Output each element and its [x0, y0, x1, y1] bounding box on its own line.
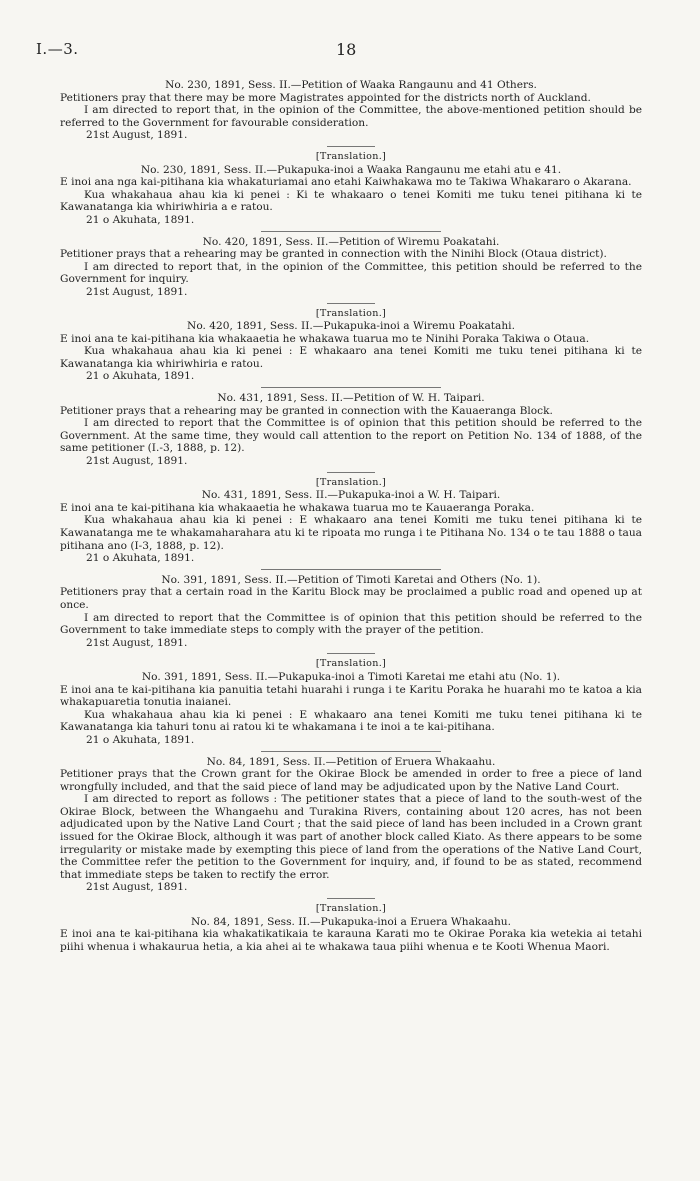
report-date: 21st August, 1891.: [86, 636, 188, 649]
report-date: 21st August, 1891.: [86, 455, 188, 468]
translation-paragraph: Kua whakahaua ahau kia ki penei : E whakaaro ana tenei Komiti me tuku tenei pitihana ki te Kawanatanga kia tahuri tonu ai ratou ki te whakamana i te inoi a te kai-pitihana.: [60, 708, 642, 734]
petition-section: [60, 569, 642, 747]
petition-heading: No. 391, 1891, Sess. II.—Petition of Timoti Karetai and Others (No. 1).: [161, 573, 541, 586]
petition-paragraph: Petitioners pray that there may be more Magistrates appointed for the districts north of Auckland.: [60, 91, 591, 104]
translation-paragraph: Kua whakahaua ahau kia ki penei : E whakaaro ana tenei Komiti me tuku tenei pitihana ki te Kawanatanga me te whakamaharahara atu ki te ripoata mo runga i te Pitihana No. 134 o te tau 1888 o taua pitihana ano (I-3, 1888, p. 12).: [60, 514, 642, 552]
date-rule: [327, 303, 375, 304]
date-rule: [327, 146, 375, 147]
translation-label: [Translation.]: [315, 658, 387, 670]
petition-section: [60, 751, 642, 954]
document-body: [60, 79, 642, 953]
document-reference: I.—3.: [36, 40, 79, 58]
report-date: 21st August, 1891.: [86, 881, 188, 894]
translation-heading: No. 420, 1891, Sess. II.—Pukapuka-inoi a Wiremu Poakatahi.: [187, 320, 515, 333]
translation-label: [Translation.]: [315, 150, 387, 162]
report-date: 21st August, 1891.: [86, 285, 188, 298]
petition-paragraph: Petitioner prays that the Crown grant for the Okirae Block be amended in order to free a piece of land wrongfully included, and that the said piece of land may be adjudicated upon by the Native Land Court.: [60, 768, 642, 793]
petition-heading: No. 420, 1891, Sess. II.—Petition of Wiremu Poakatahi.: [202, 235, 500, 248]
translation-paragraph: E inoi ana te kai-pitihana kia whakatikatikaia te karauna Karati mo te Okirae Poraka kia wetekia ai tetahi piihi whenua i whakaurua hetia, a kia ahei ai te whakawa taua piihi whenua e te Kooti Whenua Maori.: [60, 928, 642, 953]
page-header: [36, 40, 642, 64]
translation-paragraph: E inoi ana te kai-pitihana kia whakaaetia he whakawa tuarua mo te Kauaeranga Poraka.: [60, 501, 535, 514]
petition-paragraph: Petitioners pray that a certain road in the Karitu Block may be proclaimed a public road and opened up at once.: [60, 586, 642, 611]
translation-heading: No. 84, 1891, Sess. II.—Pukapuka-inoi a Eruera Whakaahu.: [191, 915, 511, 928]
translation-paragraph: E inoi ana nga kai-pitihana kia whakaturiamai ano etahi Kaiwhakawa mo te Takiwa Whakararo o Akarana.: [60, 176, 632, 189]
section-divider: [261, 387, 441, 388]
translation-heading: No. 230, 1891, Sess. II.—Pukapuka-inoi a Waaka Rangaunu me etahi atu e 41.: [140, 163, 562, 176]
petition-paragraph: Petitioner prays that a rehearing may be granted in connection with the Ninihi Block (Otaua district).: [60, 248, 607, 261]
petition-section: [60, 387, 642, 565]
petition-section: [60, 231, 642, 384]
translation-date: 21 o Akuhata, 1891.: [86, 213, 195, 226]
date-rule: [327, 653, 375, 654]
petition-section: [60, 79, 642, 227]
translation-paragraph: Kua whakahaua ahau kia ki penei : E whakaaro ana tenei Komiti me tuku tenei pitihana ki te Kawanatanga kia whiriwhiria e ratou.: [60, 345, 642, 370]
report-date: 21st August, 1891.: [86, 129, 188, 142]
section-divider: [261, 231, 441, 232]
petition-paragraph: I am directed to report as follows : The petitioner states that a piece of land to the south-west of the Okirae Block, between the Whangaehu and Turakina Rivers, containing about 120 acres, has not been adjudicated upon by the Native Land Court ; that the said piece of land has been included in a Crown grant issued for the Okirae Block, although it was part of another block called Kiato. As there appears to be some irregularity or mistake made by exempting this piece of land from the operations of the Native Land Court, the Committee refer the petition to the Government for inquiry, and, if found to be as stated, recommend that immediate steps be taken to rectify the error.: [60, 793, 642, 881]
translation-paragraph: E inoi ana te kai-pitihana kia whakaaetia he whakawa tuarua mo te Ninihi Poraka Takiwa o Otaua.: [60, 332, 590, 345]
petition-paragraph: I am directed to report that, in the opinion of the Committee, the above-mentioned petition should be referred to the Government for favourable consideration.: [60, 104, 642, 129]
petition-heading: No. 84, 1891, Sess. II.—Petition of Eruera Whakaahu.: [206, 755, 496, 768]
petition-paragraph: I am directed to report that, in the opinion of the Committee, this petition should be referred to the Government for inquiry.: [60, 260, 642, 286]
petition-paragraph: I am directed to report that the Committee is of opinion that this petition should be referred to the Government. At the same time, they would call attention to the report on Petition No. 134 of 1888, of the same petitioner (I.-3, 1888, p. 12).: [60, 417, 642, 455]
translation-paragraph: E inoi ana te kai-pitihana kia panuitia tetahi huarahi i runga i te Karitu Poraka he huarahi mo te katoa a kia whakapuaretia tonutia inaianei.: [60, 683, 642, 709]
translation-date: 21 o Akuhata, 1891.: [86, 370, 195, 383]
translation-label: [Translation.]: [315, 903, 387, 915]
translation-label: [Translation.]: [315, 476, 387, 488]
petition-heading: No. 431, 1891, Sess. II.—Petition of W. H. Taipari.: [217, 392, 485, 405]
translation-label: [Translation.]: [315, 307, 387, 319]
translation-heading: No. 431, 1891, Sess. II.—Pukapuka-inoi a W. H. Taipari.: [201, 489, 501, 502]
translation-date: 21 o Akuhata, 1891.: [86, 552, 195, 565]
date-rule: [327, 472, 375, 473]
translation-date: 21 o Akuhata, 1891.: [86, 733, 195, 746]
petition-heading: No. 230, 1891, Sess. II.—Petition of Waaka Rangaunu and 41 Others.: [165, 79, 537, 91]
section-divider: [261, 569, 441, 570]
translation-paragraph: Kua whakahaua ahau kia ki penei : Ki te whakaaro o tenei Komiti me tuku tenei pitihana ki te Kawanatanga kia whiriwhiria a e ratou.: [60, 188, 642, 214]
page-number: 18: [336, 40, 357, 59]
section-divider: [261, 751, 441, 752]
translation-heading: No. 391, 1891, Sess. II.—Pukapuka-inoi a Timoti Karetai me etahi atu (No. 1).: [141, 670, 561, 683]
date-rule: [327, 898, 375, 899]
petition-paragraph: Petitioner prays that a rehearing may be granted in connection with the Kauaeranga Block.: [60, 404, 553, 417]
petition-paragraph: I am directed to report that the Committee is of opinion that this petition should be referred to the Government to take immediate steps to comply with the prayer of the petition.: [60, 611, 642, 637]
